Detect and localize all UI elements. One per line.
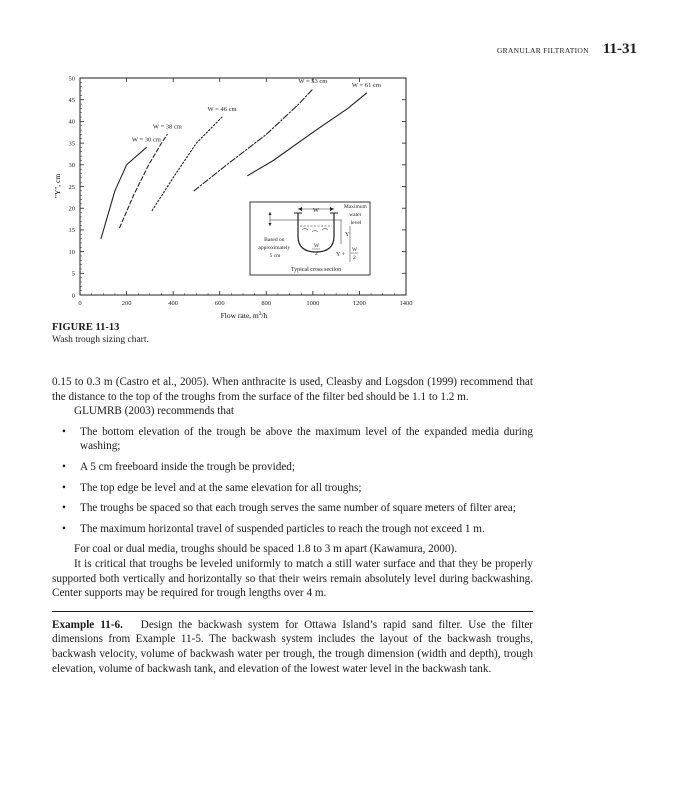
w-half-denominator: 2 (353, 255, 356, 261)
series-label-1: W = 30 cm (131, 136, 161, 144)
example-block (52, 618, 533, 676)
bullet-icon: • (62, 460, 66, 473)
example-label: Example 11-6. (52, 618, 123, 631)
paragraph-4: It is critical that troughs be leveled uniformly to match a still water surface and that they be properly supported both vertically and horizontally so that their weirs remain absolutely level during backwashing. Center supports may be required for trough lengths over 4 m. (52, 557, 533, 600)
figure-caption-text: Wash trough sizing chart. (52, 335, 149, 345)
series-label-5: W = 61 cm (351, 82, 381, 90)
series-label-4: W = 53 cm (298, 77, 328, 85)
max-level-label: Maximum water level (343, 204, 367, 226)
series-label-2: W = 38 cm (152, 123, 182, 131)
y-tick-label: 30 (68, 162, 75, 170)
y-tick-label: 50 (68, 75, 75, 83)
recommendation-list (52, 425, 533, 537)
series-line-3 (152, 117, 222, 210)
list-item: • The troughs be spaced so that each trough serves the same number of square meters of filter area; (62, 502, 516, 515)
paragraph-2: GLUMRB (2003) recommends that (74, 405, 235, 418)
paragraph-1: 0.15 to 0.3 m (Castro et al., 2005). When anthracite is used, Cleasby and Logsdon (1999) recommend that the distance to the top of the troughs from the surface of the filter bed should be 1.1 to 1.2 m. (52, 376, 533, 403)
x-tick-label: 1400 (399, 300, 413, 307)
paragraph-3: For coal or dual media, troughs should be spaced 1.8 to 3 m apart (Kawamura, 2000). (74, 543, 458, 556)
x-axis-label: Flow rate, $m^3/h$ (220, 311, 268, 320)
wash-trough-chart (0, 0, 689, 330)
bullet-icon: • (62, 481, 66, 494)
x-tick-label: 600 (214, 300, 225, 307)
inner-w-numerator: W (314, 243, 320, 249)
example-divider (52, 611, 533, 612)
x-tick-label: 200 (121, 300, 132, 307)
figure-number: FIGURE 11-13 (52, 322, 120, 333)
y-tick-label: 15 (68, 227, 75, 235)
y-tick-label: 0 (71, 292, 75, 300)
bullet-icon: • (62, 522, 66, 535)
y-tick-label: 45 (68, 97, 75, 104)
inner-w-denominator: 2 (315, 251, 318, 257)
x-tick-label: 800 (261, 300, 272, 307)
y-symbol: Y (345, 232, 350, 238)
series-line-5 (248, 93, 367, 175)
list-item: • A 5 cm freeboard inside the trough be provided; (62, 460, 295, 473)
example-text: Design the backwash system for Ottawa Island’s rapid sand filter. Use the filter dimensions from Example 11-5. The backwash system includes the layout of the backwash troughs, backwash velocity, volume of backwash water per trough, the trough dimension (width and depth), trough elevation, volume of backwash tank, and elevation of the lowest water level in the backwash tank. (52, 618, 534, 675)
y-tick-label: 40 (68, 118, 75, 126)
bullet-icon: • (62, 502, 66, 515)
bullet-icon: • (62, 425, 66, 438)
list-item: • The top edge be level and at the same elevation for all troughs; (62, 481, 362, 494)
series-line-2 (120, 134, 168, 227)
y-plus-label: Y + (336, 252, 345, 258)
series-line-4 (194, 89, 313, 191)
y-axis-label: "Y", cm (53, 173, 62, 199)
figure-caption (52, 322, 149, 345)
y-tick-label: 25 (68, 183, 75, 191)
x-tick-label: 1000 (306, 300, 320, 307)
y-tick-label: 5 (71, 270, 75, 278)
y-tick-label: 10 (68, 248, 75, 256)
x-tick-label: 400 (168, 300, 179, 307)
y-tick-label: 35 (68, 140, 75, 148)
body-text (52, 375, 533, 676)
y-tick-label: 20 (68, 205, 75, 213)
list-item: • The maximum horizontal travel of suspended particles to reach the trough not exceed 1 m. (62, 522, 485, 535)
series-line-1 (101, 147, 146, 238)
x-tick-label: 0 (78, 300, 82, 307)
x-tick-label: 1200 (352, 300, 366, 307)
series-label-3: W = 46 cm (207, 106, 237, 114)
list-item: • The bottom elevation of the trough be above the maximum level of the expanded media during washing; (62, 425, 533, 453)
width-symbol: W (312, 207, 320, 214)
w-half-numerator: W (352, 247, 358, 253)
based-on-note: Based on approximately 5 cm (258, 237, 291, 259)
cross-section-inset (250, 202, 370, 275)
running-head: GRANULAR FILTRATION (496, 46, 589, 55)
inset-caption: Typical cross section (290, 267, 342, 273)
page-number: 11-31 (602, 41, 637, 57)
